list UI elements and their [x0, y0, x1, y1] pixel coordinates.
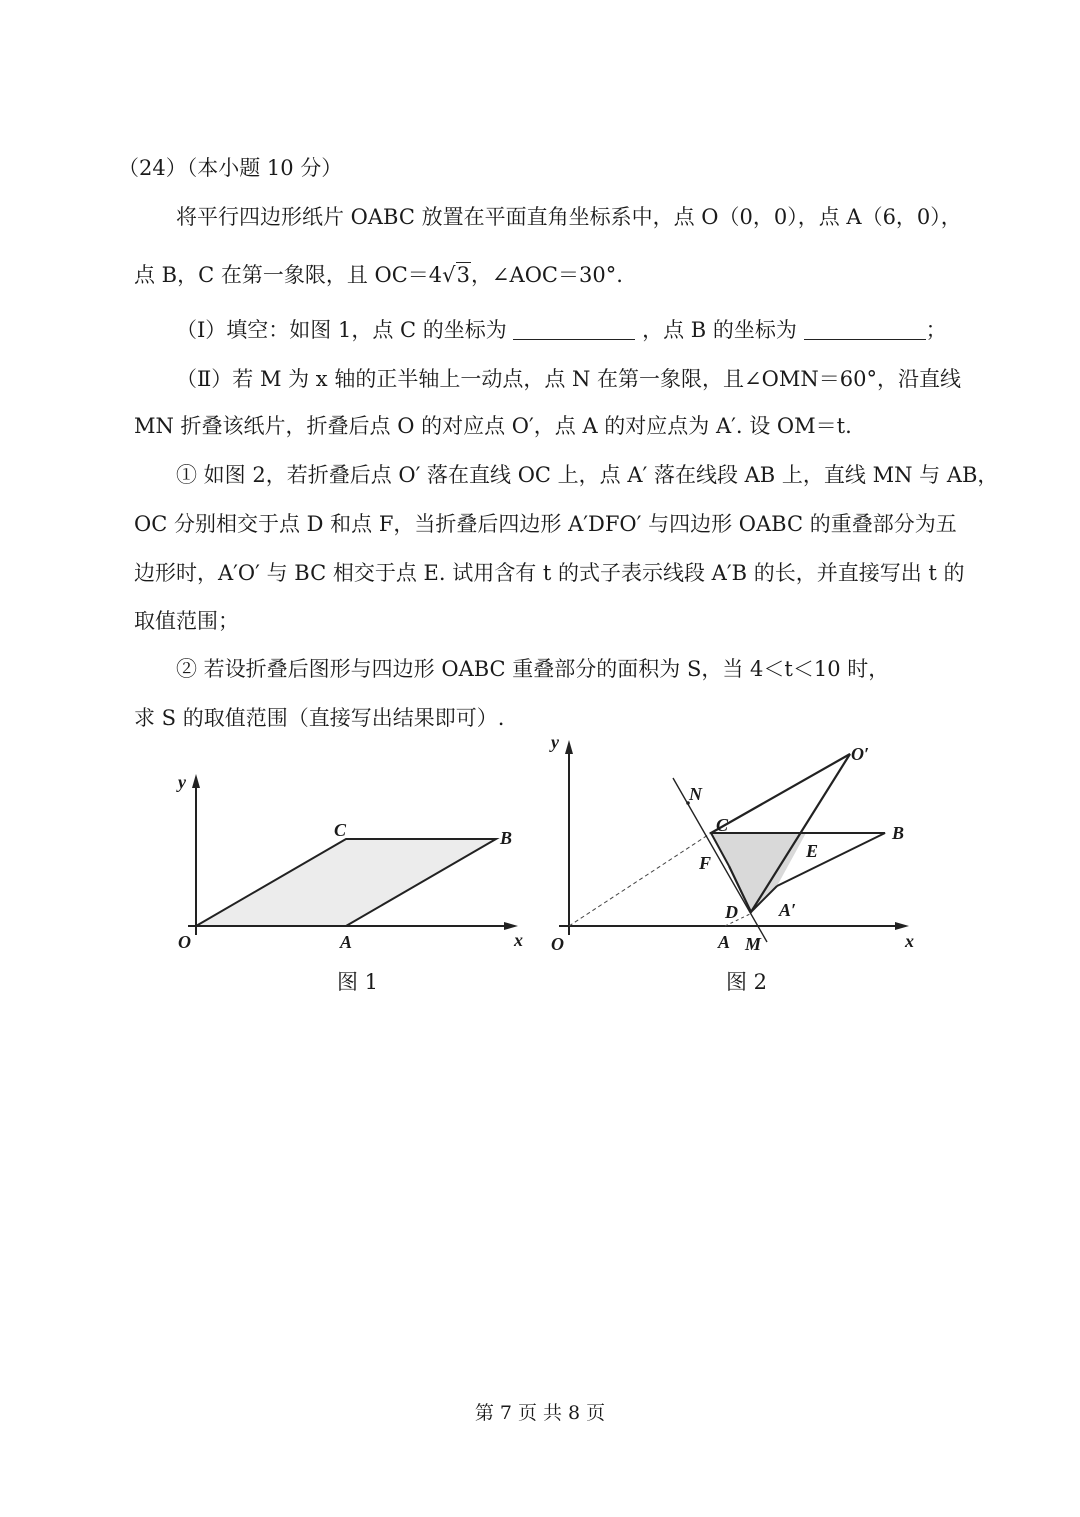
sub-1-line-1: ① 如图 2，若折叠后点 O′ 落在直线 OC 上，点 A′ 落在线段 AB 上，直线 MN 与 AB， [176, 463, 999, 487]
part-1-text-a: （Ⅰ）填空：如图 1，点 C 的坐标为 [176, 318, 507, 342]
fig2-x-arrow [895, 922, 909, 930]
part-1-text-b: ，点 B 的坐标为 [642, 318, 797, 342]
part-2-line-1: （Ⅱ）若 M 为 x 轴的正半轴上一动点，点 N 在第一象限，且∠OMN＝60°，沿直线 [176, 367, 961, 391]
fig2-label-d: D [725, 902, 738, 922]
question-header: （24）（本小题 10 分） [118, 156, 343, 180]
figure-1 [160, 760, 540, 970]
fig2-label-a-prime: A′ [779, 900, 797, 920]
fig1-label-a: A [340, 932, 353, 952]
parallelogram-oabc [196, 839, 496, 926]
fig1-label-b: B [500, 828, 513, 848]
sqrt-symbol: √3 [442, 263, 470, 287]
fig2-label-c: C [716, 815, 729, 835]
fig2-label-o-prime: O′ [851, 744, 870, 764]
fig2-label-f: F [699, 853, 712, 873]
fig1-label-o: O [178, 932, 191, 952]
part-1-text-c: ； [925, 318, 947, 342]
fig2-label-y: y [551, 732, 559, 752]
sub-2-line-2: 求 S 的取值范围（直接写出结果即可）. [134, 706, 505, 730]
sub-1-line-3: 边形时，A′O′ 与 BC 相交于点 E. 试用含有 t 的式子表示线段 A′B 的长，并直接写出 t 的 [134, 561, 965, 585]
fig2-label-n: N [689, 784, 702, 804]
part-2-line-2: MN 折叠该纸片，折叠后点 O 的对应点 O′，点 A 的对应点为 A′. 设 OM＝t. [134, 414, 852, 438]
fig1-label-y: y [178, 772, 186, 792]
page-footer: 第 7 页 共 8 页 [474, 1402, 606, 1424]
intro-line-2-angle: ，∠AOC＝30°. [470, 263, 623, 287]
dashed-oc [569, 833, 711, 926]
intro-line-2 [134, 265, 623, 286]
intro-line-2-text: 点 B，C 在第一象限，且 OC＝4 [134, 263, 443, 287]
fig2-label-o: O [551, 934, 564, 954]
fig2-label-e: E [806, 841, 819, 861]
figure-2 [545, 730, 930, 970]
fig2-label-x: x [905, 931, 914, 951]
fig2-label-a: A [718, 932, 731, 952]
fig1-label-x: x [514, 930, 523, 950]
answer-blank-b[interactable] [804, 321, 926, 340]
sub-1-line-4: 取值范围； [134, 609, 239, 633]
fig2-y-arrow [565, 740, 573, 754]
answer-blank-c[interactable] [513, 321, 635, 340]
intro-line-1: 将平行四边形纸片 OABC 放置在平面直角坐标系中，点 O（0，0），点 A（6，0）， [176, 205, 962, 229]
fig1-y-arrow [192, 774, 200, 788]
sub-2-line-1: ② 若设折叠后图形与四边形 OABC 重叠部分的面积为 S，当 4＜t＜10 时， [176, 657, 890, 681]
part-1 [176, 320, 947, 341]
sqrt-radicand: 3 [456, 263, 470, 287]
fig1-x-arrow [504, 922, 518, 930]
figure-2-caption: 图 2 [726, 970, 768, 994]
fig2-label-b: B [892, 823, 905, 843]
fig1-label-c: C [334, 820, 347, 840]
figure-1-caption: 图 1 [337, 970, 379, 994]
sub-1-line-2: OC 分别相交于点 D 和点 F，当折叠后四边形 A′DFO′ 与四边形 OABC 的重叠部分为五 [134, 512, 957, 536]
fig2-label-m: M [745, 934, 762, 954]
